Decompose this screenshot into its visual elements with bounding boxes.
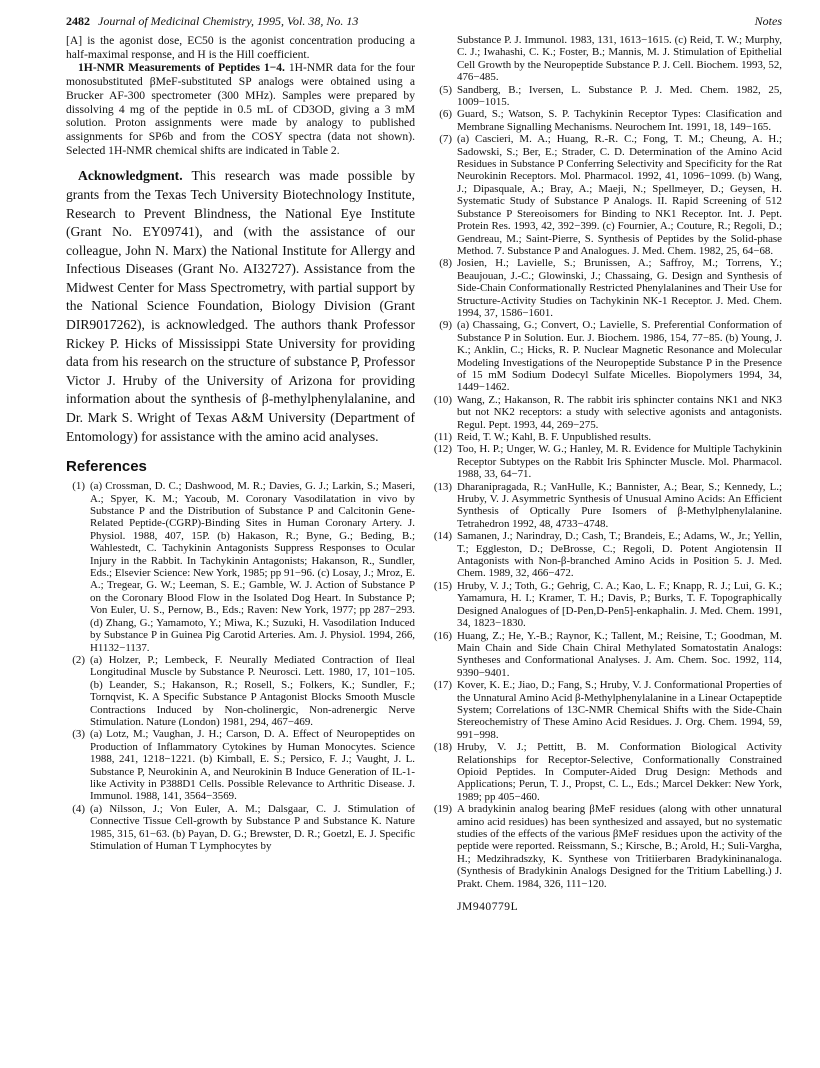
nmr-paragraph: [66, 61, 415, 157]
reference-item: [433, 580, 782, 630]
reference-text: Hruby, V. J.; Toth, G.; Gehrig, C. A.; Kao, L. F.; Knapp, R. J.; Lui, G. K.; Yamamura, H. I.; Kramer, T. H.; Davis, P.; Burks, T. F. Topographically Designed Analogues of [D-Pen,D-Pen5]-enkaphalin. J. Med. Chem. 1991, 34, 1823−1830.: [457, 579, 782, 630]
two-column-body: [66, 34, 782, 913]
reference-number: (13): [433, 480, 452, 493]
reference-number: (8): [439, 257, 452, 270]
reference-number: (18): [433, 741, 452, 754]
reference-item: [66, 654, 415, 728]
acknowledgment-text: This research was made possible by grants from the Texas Tech University Biotechnology Institute, Research to Prevent Blindness, the National Eye Institute (Grant No. EY09741), and (with the assistance of our colleague, John N. Marx) the National Institute for Allergy and Infectious Diseases (Grant No. AI32727). Assistance from the Midwest Center for Mass Spectrometry, with partial support by the National Science Foundation, Biology Division (Grant DIR9017262), is acknowledged. The authors thank Professor Rickey P. Hicks of Mississippi State University for providing data from his research on the structure of substance P, Professor Victor J. Hruby of the University of Arizona for providing information about the synthesis of β-methylphenylalanine, and Dr. Mark S. Wright of Texas A&M University (Department of Entomology) for assistance with the amino acid analyses.: [66, 168, 415, 444]
reference-number: (19): [433, 803, 452, 816]
reference-item: [433, 431, 782, 443]
reference-text: (a) Crossman, D. C.; Dashwood, M. R.; Davies, G. J.; Larkin, S.; Maseri, A.; Spyer, K. M.; Yacoub, M. Coronary Vasodilatation in vivo by Substance P and the Distribution of Substance P and Calcitonin Gene-Related Peptide-(CGRP)-Binding Sites in Human Coronary Artery. J. Physiol. 1988, 407, 15P. (b) Hakason, R.; Byne, G.; Beding, B.; Wahlestedt, C. Tachykinin Antagonists Suppress Responses to Ocular Injury in the Rabbit. In Tachykinin Antagonists; Hakanson, R., Sundler, Eds.; Elsevier Science: New York, 1985; pp 91−96. (c) Losay, J.; Mroz, E. A.; Tregear, G. W.; Leeman, S. E.; Gamble, W. J. Action of Substance P on the Coronary Blood Flow in the Isolated Dog Heart. In Substance P; Von Euler, U. S., Pernow, B., Eds.; Raven: New York, 1977; pp 287−293. (d) Zhang, G.; Yamamoto, Y.; Miwa, K.; Suzuki, H. Vasodilation Induced by Substance P in Guinea Pig Carotid Arteries. Am. J. Physiol. 1994, 266, H1132−1137.: [90, 480, 415, 654]
nmr-heading: 1H-NMR Measurements of Peptides 1−4.: [78, 61, 285, 75]
reference-item: [433, 257, 782, 319]
reference-text: Josien, H.; Lavielle, S.; Brunissen, A.; Saffroy, M.; Torrens, Y.; Beaujouan, J.-C.; Glowinski, J.; Chassaing, G. Design and Synthesis of Side-Chain Conformationally Restricted Phenylalanines and Their Use for Structure-Activity Studies on Tachykinin NK-1 Receptor. J. Med. Chem. 1994, 37, 1586−1601.: [457, 257, 782, 319]
reference-item: [433, 741, 782, 803]
reference-text: Wang, Z.; Hakanson, R. The rabbit iris sphincter contains NK1 and NK3 but not NK2 receptors: a study with selective agonists and antagonists. Regul. Pept. 1993, 44, 269−275.: [457, 393, 782, 431]
reference-number: (10): [433, 393, 452, 406]
reference-number: (11): [434, 431, 452, 443]
reference-number: (1): [72, 480, 85, 493]
reference-text: Dharanipragada, R.; VanHulle, K.; Bannister, A.; Bear, S.; Kennedy, L.; Hruby, V. J. Asymmetric Synthesis of Unusual Amino Acids: An Efficient Synthesis of Optically Pure Isomers of β-Methylphenylalanine. Tetrahedron 1992, 48, 4733−4748.: [457, 480, 782, 530]
reference-text: Kover, K. E.; Jiao, D.; Fang, S.; Hruby, V. J. Conformational Properties of the Unnatural Amino Acid β-Methylphenylalanine in a Linear Octapeptide System; Correlations of 13C-NMR Chemical Shifts with the Side-Chain Stereochemistry of These Amino Acid Residues. J. Org. Chem. 1994, 59, 991−998.: [457, 679, 782, 741]
reference-number: (4): [72, 802, 85, 815]
reference-number: (7): [439, 133, 452, 146]
reference-text: (a) Holzer, P.; Lembeck, F. Neurally Mediated Contraction of Ileal Longitudinal Muscle by Substance P. Neurosci. Lett. 1980, 17, 101−105. (b) Leander, S.; Hakanson, R.; Rosell, S.; Folkers, K.; Sundler, F.; Tornqvist, K. A Specific Substance P Antagonist Blocks Smooth Muscle Contractions Induced by Non-cholinergic, Non-adrenergic Nerve Stimulation. Nature (London) 1981, 294, 467−469.: [90, 653, 415, 728]
reference-text: A bradykinin analog bearing βMeF residues (along with other unnatural amino acid residues) has been synthesized and assayed, but no systematic studies of the effects of the various βMeF residues upon the activity of the peptide were reported. Reissmann, S.; Kirsche, B.; Arold, H.; Suli-Vargha, H.; Medzihradszky, K. Synthese von Tritiierbaren Bradykininanaloga. (Synthesis of Bradykinin Analogs Designed for the Tritium Labelling.) J. Prakt. Chem. 1984, 326, 111−120.: [457, 803, 782, 890]
reference-item: [433, 481, 782, 531]
reference-text: Reid, T. W.; Kahl, B. F. Unpublished results.: [457, 431, 652, 443]
reference-item: [66, 803, 415, 853]
reference-item: [66, 728, 415, 802]
reference-number: (3): [72, 728, 85, 741]
reference-text: (a) Cascieri, M. A.; Huang, R.-R. C.; Fong, T. M.; Cheung, A. H.; Sadowski, S.; Ber, E.; Strader, C. D. Determination of the Amino Acid Residues in Substance P Conferring Selectivity and Specificity for the Rat Neurokinin Receptors. Mol. Pharmacol. 1992, 41, 1096−1099. (b) Wang, J.; Dipasquale, A.; Bray, A.; Maeji, N.; Spellmeyer, D.; Geysen, H. Systematic Study of Substance P Analogs. II. Rapid Screening of 512 Substance P Stereoisomers for Binding to NK1 Receptor. Int. J. Pept. Protein Res. 1993, 42, 392−399. (c) Fournier, A.; Couture, R.; Regoli, D.; Gendreau, M.; Saint-Pierre, S. Synthesis of Peptides by the Solid-phase Method. 7. Substance P and Analogues. J. Med. Chem. 1982, 25, 64−68.: [457, 133, 782, 257]
page-header: [66, 14, 782, 28]
reference-item: [433, 394, 782, 431]
reference-item: [433, 679, 782, 741]
left-column: [66, 34, 415, 913]
references-list-left: [66, 480, 415, 852]
reference-text: Sandberg, B.; Iversen, L. Substance P. J. Med. Chem. 1982, 25, 1009−1015.: [457, 83, 782, 109]
reference-number: (2): [72, 653, 85, 666]
reference-item: [66, 480, 415, 654]
reference-number: (5): [439, 83, 452, 96]
reference-item: [433, 133, 782, 257]
reference-item: [433, 443, 782, 480]
reference-number: (12): [433, 443, 452, 456]
reference-text: Hruby, V. J.; Pettitt, B. M. Conformation Biological Activity Relationships for Receptor-Selective, Conformationally Constrained Opioid Peptides. In Computer-Aided Drug Design: Methods and Applications; Perun, T. J., Propst, C. L., Eds.; Marcel Dekker: New York, 1989; pp 405−460.: [457, 741, 782, 803]
right-column: [433, 34, 782, 913]
section-label: Notes: [754, 14, 782, 28]
reference-item: [433, 319, 782, 393]
reference-text: Guard, S.; Watson, S. P. Tachykinin Receptor Types: Clasification and Membrane Signalling Mechanisms. Neurochem Int. 1991, 18, 149−165.: [457, 108, 782, 133]
reference-number: (14): [433, 530, 452, 543]
reference-item: [433, 803, 782, 890]
reference-text: Too, H. P.; Unger, W. G.; Hanley, M. R. Evidence for Multiple Tachykinin Receptor Subtypes on the Rabbit Iris Sphincter Muscle. Mol. Pharmacol. 1988, 33, 64−71.: [457, 443, 782, 481]
reference-text: (a) Lotz, M.; Vaughan, J. H.; Carson, D. A. Effect of Neuropeptides on Production of Inflammatory Cytokines by Human Monocytes. Science 1988, 241, 1218−1221. (b) Kimball, E. S.; Persico, F. J.; Vaught, J. L. Substance P, Neurokinin A, and Neurokinin B Induce Generation of IL-1-like Activity in P388D1 Cells. Possible Relevance to Arthritic Disease. J. Immunol. 1988, 141, 3564−3569.: [90, 728, 415, 803]
intro-paragraph: [A] is the agonist dose, EC50 is the agonist concentration producing a half-maximal response, and H is the Hill coefficient.: [66, 34, 415, 61]
journal-citation: Journal of Medicinal Chemistry, 1995, Vol. 38, No. 13: [98, 14, 359, 28]
reference-number: (9): [439, 319, 452, 332]
reference-text: Huang, Z.; He, Y.-B.; Raynor, K.; Tallent, M.; Reisine, T.; Goodman, M. Main Chain and Side Chain Chiral Methylated Somatostatin Analogs: Syntheses and Conformational Analyses. J. Am. Chem. Soc. 1992, 114, 9390−9401.: [457, 629, 782, 679]
reference-text: (a) Nilsson, J.; Von Euler, A. M.; Dalsgaar, C. J. Stimulation of Connective Tissue Cell-growth by Substance P and Substance K. Nature 1985, 315, 61−63. (b) Payan, D. G.; Brewster, D. R.; Goetzl, E. J. Specific Stimulation of Human T Lymphocytes by: [90, 802, 415, 853]
references-heading: References: [66, 458, 147, 476]
acknowledgment-heading: Acknowledgment.: [78, 168, 183, 184]
reference-text: (a) Chassaing, G.; Convert, O.; Lavielle, S. Preferential Conformation of Substance P in Solution. Eur. J. Biochem. 1986, 154, 77−85. (b) Young, J. K.; Anklin, C.; Hicks, R. P. Nuclear Magnetic Resonance and Molecular Modeling Investigations of the Neuropeptide Substance P in the Presence of 15 mM Sodium Dodecyl Sulfate Micelles. Biopolymers 1994, 34, 1449−1462.: [457, 319, 782, 394]
page-number: 2482: [66, 14, 90, 28]
manuscript-code: JM940779L: [457, 900, 519, 914]
reference-text: Samanen, J.; Narindray, D.; Cash, T.; Brandeis, E.; Adams, W., Jr.; Yellin, T.; Eggleston, D.; DeBrosse, C.; Regoli, D. Potent Angiotensin II Antagonists with Non-β-branched Amino Acids in Position 5. J. Med. Chem. 1989, 32, 466−472.: [457, 530, 782, 580]
reference-number: (17): [433, 679, 452, 692]
reference-continuation: Substance P. J. Immunol. 1983, 131, 1613−1615. (c) Reid, T. W.; Murphy, C. J.; Iwahashi, C. K.; Foster, B.; Mannis, M. J. Stimulation of Epithelial Cell Growth by the Neuropeptide Substance P. J. Cell. Biochem. 1993, 52, 476−485.: [457, 34, 782, 84]
reference-item: [433, 630, 782, 680]
reference-item: [433, 108, 782, 133]
reference-number: (6): [439, 108, 452, 121]
nmr-text: 1H-NMR data for the four monosubstituted βMeF-substituted SP analogs were obtained using a Brucker AF-300 spectrometer (300 MHz). Samples were prepared by dissolving 4 mg of the peptide in 0.5 mL of CD3OD, giving a 3 mM solution. Proton assignments were made by analogy to published assignments for SP6b and from the COSY spectra (data not shown). Selected 1H-NMR chemical shifts are indicated in Table 2.: [66, 61, 415, 157]
reference-item: [433, 530, 782, 580]
acknowledgment-paragraph: [66, 167, 415, 446]
reference-number: (16): [433, 629, 452, 642]
references-list-right: [433, 84, 782, 890]
reference-item: [433, 84, 782, 109]
reference-number: (15): [433, 579, 452, 592]
